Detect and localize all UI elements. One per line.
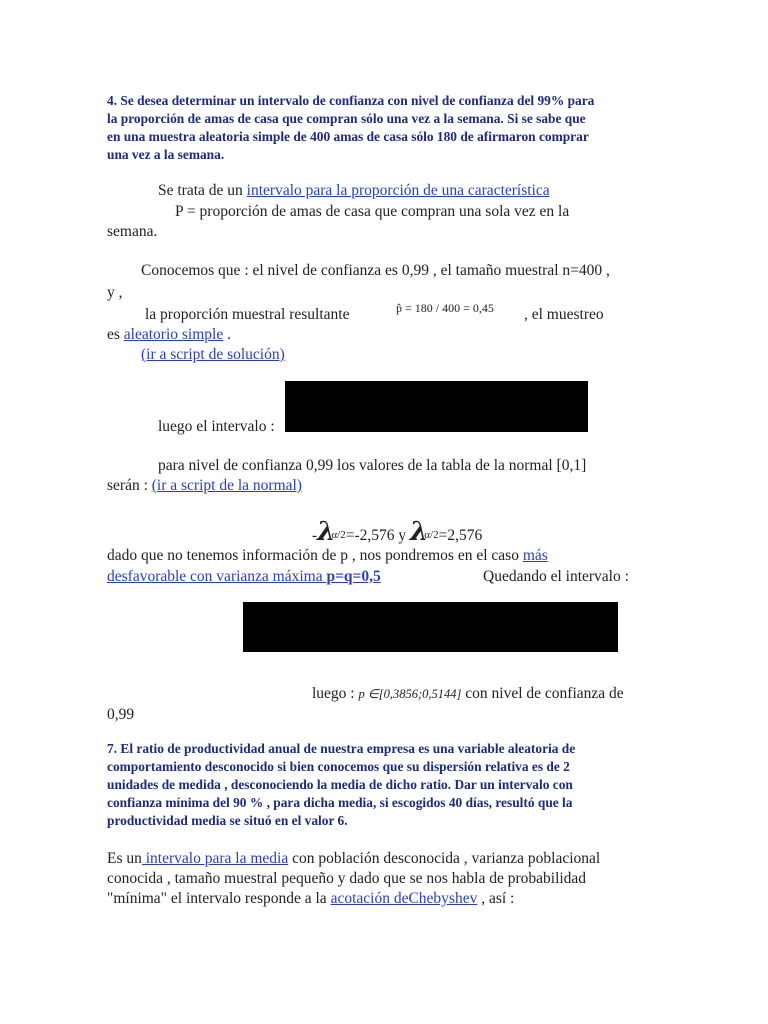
para5-line-3-suffix: , así : bbox=[477, 890, 515, 907]
para3-line-2 bbox=[107, 476, 302, 496]
lambda-negative-sign: - bbox=[312, 527, 318, 544]
para2-line-2: y , bbox=[107, 284, 123, 301]
lambda-subscript-1: α/2 bbox=[331, 529, 346, 541]
para5-line-1-prefix: Es un bbox=[107, 850, 142, 867]
normal-script-link[interactable]: (ir a script de la normal) bbox=[151, 477, 302, 494]
mean-interval-link[interactable]: intervalo para la media bbox=[141, 850, 289, 867]
result-suffix: con nivel de confianza de bbox=[461, 685, 624, 702]
para4-line-2-suffix: Quedando el intervalo : bbox=[483, 568, 629, 585]
para5-line-1 bbox=[107, 849, 600, 869]
para2-line-4-prefix: es bbox=[107, 326, 124, 343]
para1-prefix: Se trata de un bbox=[158, 182, 247, 199]
problem-7-line-2: comportamiento desconocido si bien conocemos que su dispersión relativa es de 2 bbox=[107, 759, 570, 774]
para5-line-1-suffix: con población desconocida , varianza poblacional bbox=[288, 850, 601, 867]
para1-line-1 bbox=[158, 181, 550, 201]
problem-7-line-4: confianza mínima del 90 % , para dicha media, si escogidos 40 días, resultó que la bbox=[107, 795, 573, 810]
problem-7-statement bbox=[107, 740, 662, 830]
para1-line-2: P = proporción de amas de casa que compran una sola vez en la bbox=[175, 203, 570, 220]
lambda-value-2: =2,576 bbox=[438, 527, 483, 544]
problem-4-line-3: en una muestra aleatoria simple de 400 amas de casa sólo 180 de afirmaron comprar bbox=[107, 129, 589, 144]
result-line-1 bbox=[312, 684, 624, 704]
para4-line-1-prefix: dado que no tenemos información de p , nos pondremos en el caso bbox=[107, 547, 523, 564]
para2-line-4 bbox=[107, 325, 231, 345]
problem-4-line-2: la proporción de amas de casa que compran sólo una vez a la semana. Si se sabe que bbox=[107, 111, 586, 126]
para3-line-2-prefix: serán : bbox=[107, 477, 152, 494]
p-q-link[interactable]: p=q=0,5 bbox=[326, 568, 381, 585]
problem-7-line-5: productividad media se situó en el valor 6. bbox=[107, 813, 348, 828]
problem-4-line-4: una vez a la semana. bbox=[107, 147, 225, 162]
result-interval-formula: p ∈[0,3856;0,5144] bbox=[358, 687, 462, 701]
unfavorable-case-link[interactable]: más bbox=[522, 547, 548, 564]
proportion-interval-link[interactable]: intervalo para la proporción de una característica bbox=[246, 182, 550, 199]
para4-line-1 bbox=[107, 546, 548, 566]
para2-script-line bbox=[141, 345, 285, 365]
para1-line-3: semana. bbox=[107, 223, 158, 240]
para2-line-3-label: la proporción muestral resultante bbox=[145, 306, 350, 323]
result-prefix: luego : bbox=[312, 685, 359, 702]
lambda-symbol-1: λ bbox=[317, 517, 336, 547]
para4-line-2 bbox=[107, 567, 381, 587]
para2-line-3-suffix: , el muestreo bbox=[524, 306, 604, 323]
para5-line-3-prefix: "mínima" el intervalo responde a la bbox=[107, 890, 331, 907]
redacted-formula-block bbox=[285, 381, 588, 432]
lambda-value-1: =-2,576 y bbox=[345, 527, 411, 544]
para5-line-3 bbox=[107, 889, 514, 909]
simple-random-link[interactable]: aleatorio simple bbox=[123, 326, 224, 343]
result-line-2: 0,99 bbox=[107, 706, 135, 723]
para2-line-1: Conocemos que : el nivel de confianza es 0,99 , el tamaño muestral n=400 , bbox=[141, 262, 610, 279]
redacted-interval-block bbox=[243, 602, 618, 652]
lambda-symbol-2: λ bbox=[410, 517, 429, 547]
para3-line-1: para nivel de confianza 0,99 los valores de la tabla de la normal [0,1] bbox=[158, 457, 587, 474]
sample-proportion-formula: p̂ = 180 / 400 = 0,45 bbox=[396, 301, 494, 315]
chebyshev-link[interactable]: acotación deChebyshev bbox=[330, 890, 478, 907]
problem-7-line-1: 7. El ratio de productividad anual de nuestra empresa es una variable aleatoria de bbox=[107, 741, 576, 756]
interval-label: luego el intervalo : bbox=[158, 418, 275, 435]
problem-4-statement bbox=[107, 92, 662, 164]
para2-line-4-suffix: . bbox=[223, 326, 231, 343]
para5-line-2: conocida , tamaño muestral pequeño y dado que se nos habla de probabilidad bbox=[107, 870, 587, 887]
lambda-subscript-2: α/2 bbox=[424, 529, 439, 541]
solution-script-link[interactable]: (ir a script de solución) bbox=[141, 346, 285, 363]
max-variance-link[interactable]: desfavorable con varianza máxima bbox=[107, 568, 327, 585]
problem-7-line-3: unidades de medida , desconociendo la media de dicho ratio. Dar un intervalo con bbox=[107, 777, 573, 792]
problem-4-line-1: 4. Se desea determinar un intervalo de confianza con nivel de confianza del 99% para bbox=[107, 93, 595, 108]
